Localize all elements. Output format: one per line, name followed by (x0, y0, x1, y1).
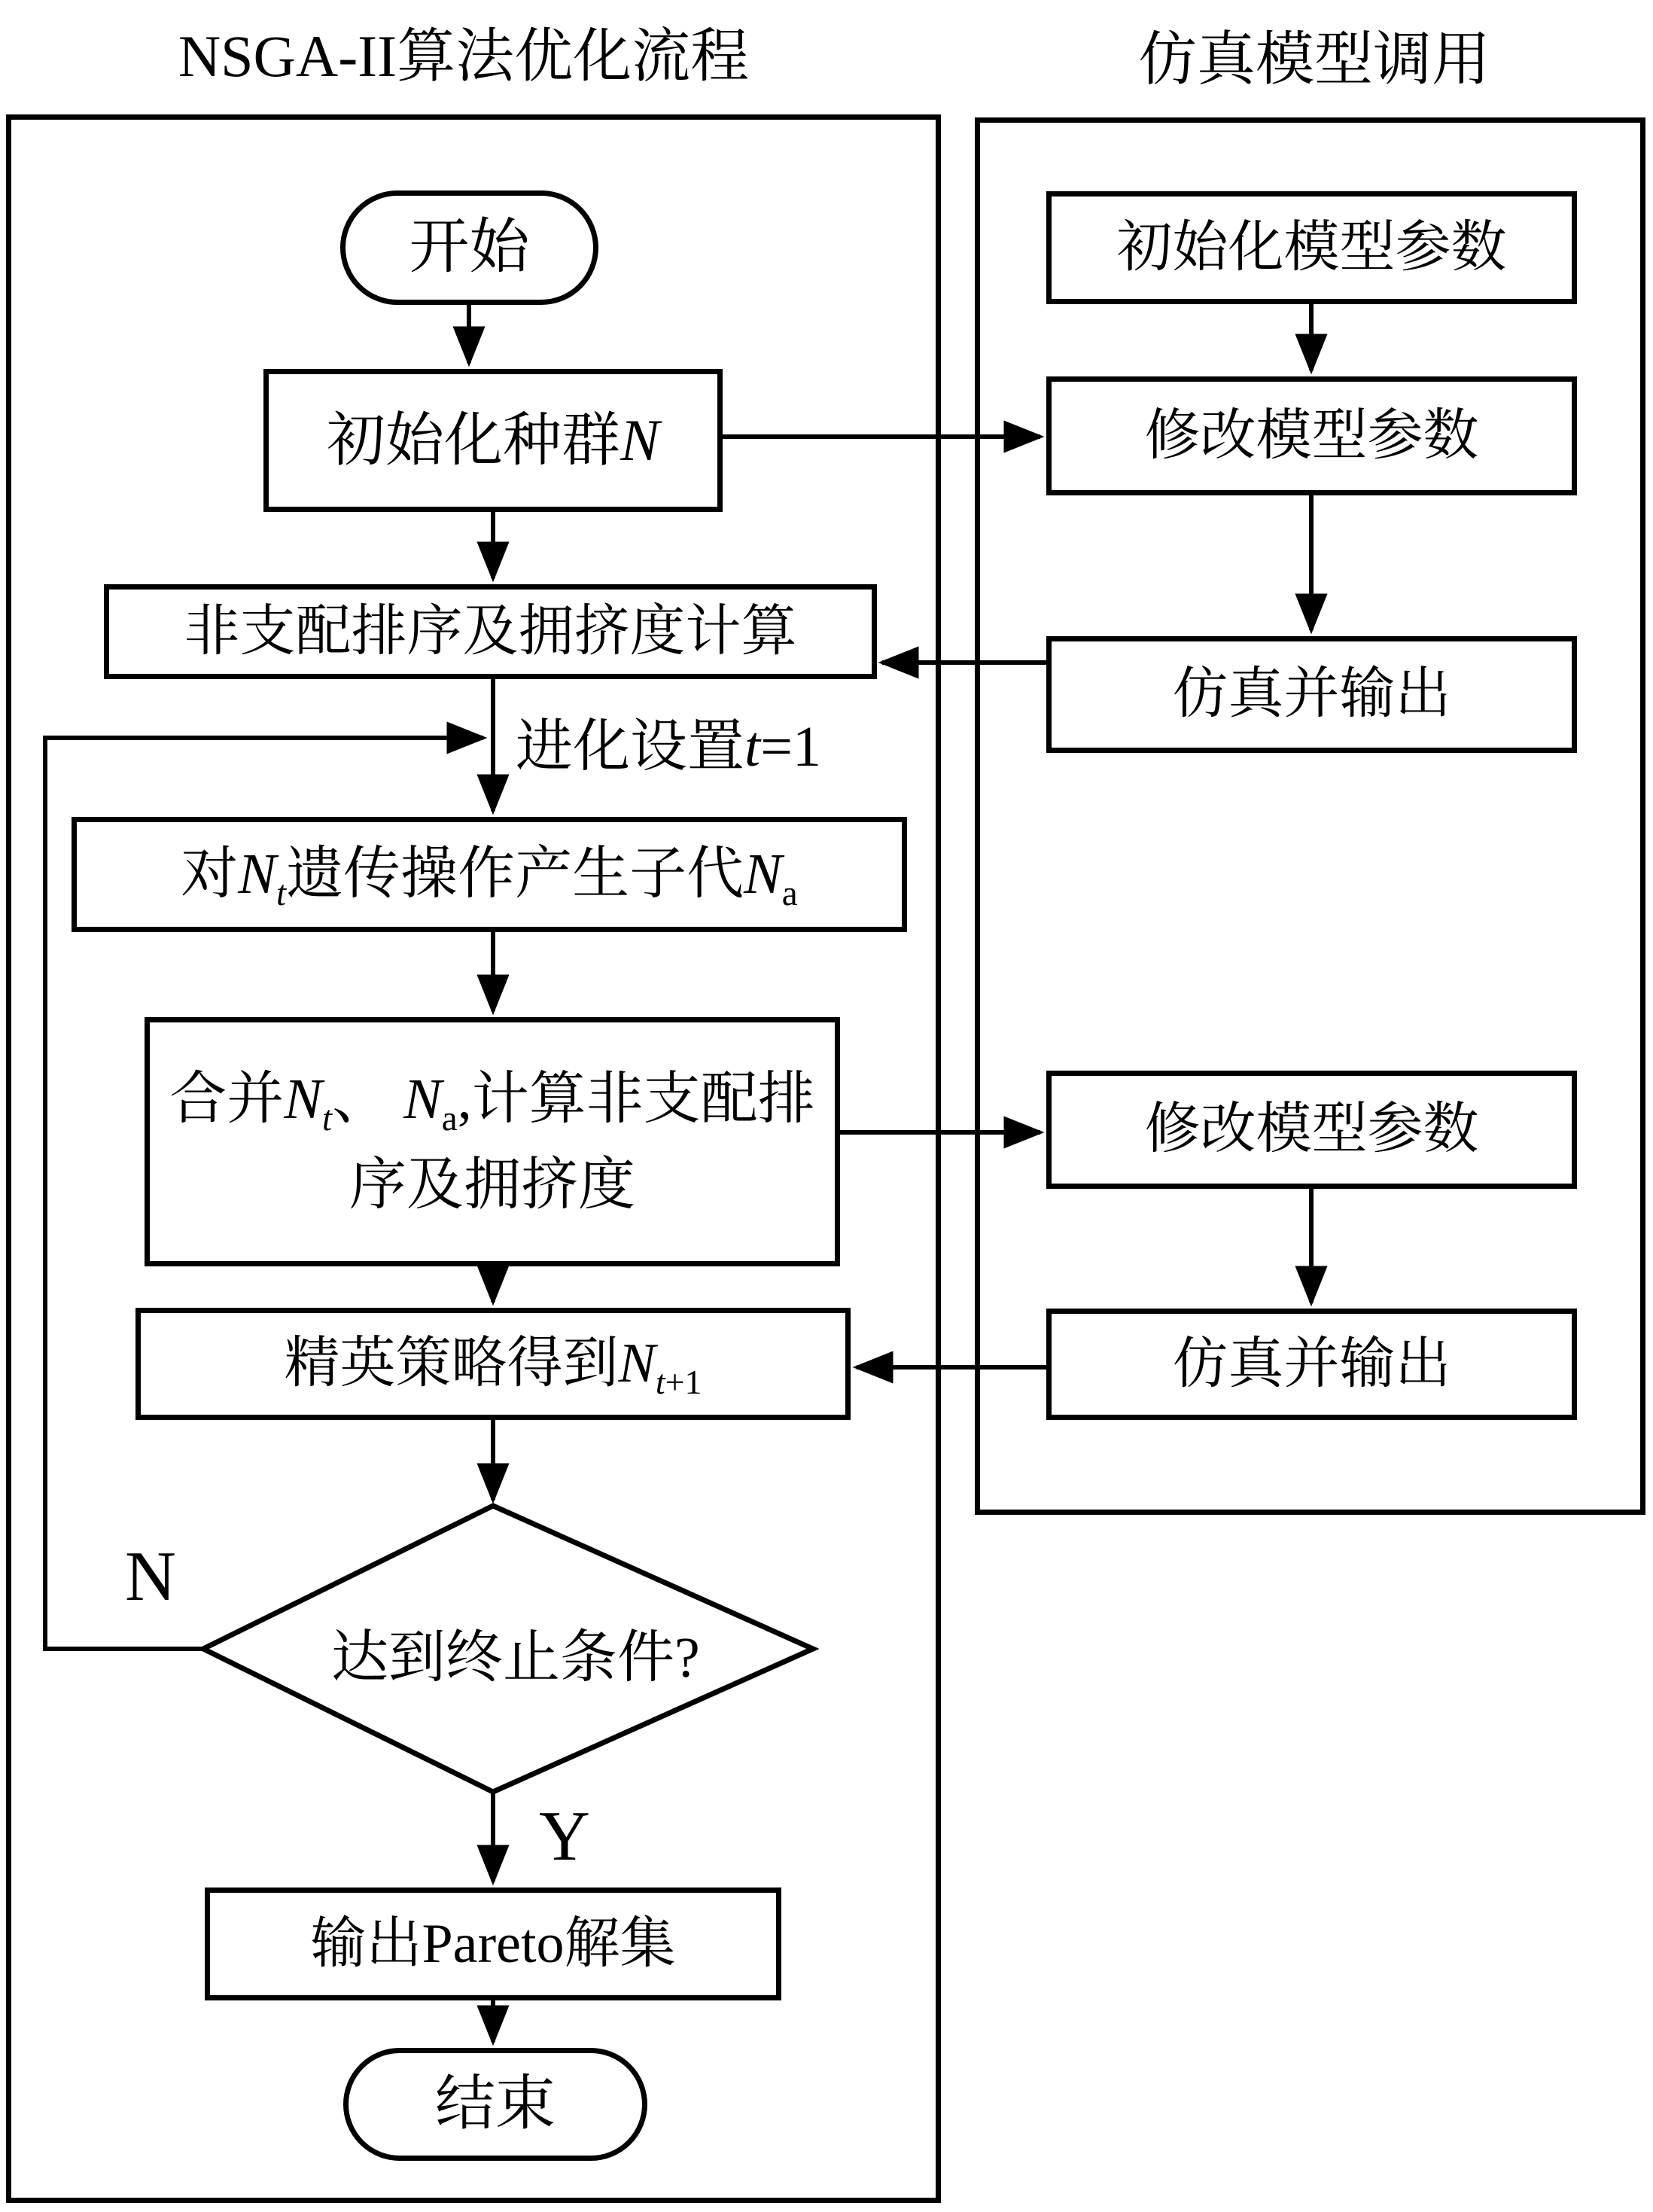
simulate-output-label-2: 仿真并输出 (1172, 1333, 1451, 1395)
branch-yes-label: Y (539, 1797, 590, 1875)
start-node (340, 190, 598, 305)
left-column-title: NSGA-II算法优化流程 (178, 23, 750, 89)
nondominated-sort-node (104, 584, 877, 679)
nondominated-sort-label: 非支配排序及拥挤度计算 (184, 600, 797, 663)
init-population-node (263, 369, 723, 512)
modify-model-params-label-1: 修改模型参数 (1144, 404, 1479, 467)
end-label: 结束 (435, 2071, 556, 2137)
decision-label: 达到终止条件? (331, 1626, 700, 1689)
start-label: 开始 (409, 215, 530, 281)
simulate-output-label-1: 仿真并输出 (1172, 663, 1451, 726)
modify-model-params-node-2 (1046, 1071, 1577, 1189)
output-pareto-label: 输出Pareto解集 (310, 1912, 676, 1975)
simulation-panel (975, 117, 1645, 1515)
genetic-operation-label: 对$N_t$遗传操作产生子代$N_a$ (181, 842, 798, 914)
init-population-label: 初始化种群N (326, 407, 660, 474)
modify-model-params-node-1 (1046, 376, 1577, 495)
simulate-output-node-1 (1046, 636, 1577, 753)
genetic-operation-node (72, 817, 907, 932)
elite-strategy-node (135, 1308, 851, 1420)
output-pareto-node (205, 1888, 781, 2000)
simulate-output-node-2 (1046, 1309, 1577, 1420)
evolution-setting-label: 进化设置t=1 (516, 715, 821, 778)
merge-label: 合并$N_t$、 $N_a$,计算非支配排 序及拥挤度 (169, 1067, 815, 1217)
merge-node (145, 1017, 840, 1266)
init-model-params-label: 初始化模型参数 (1116, 216, 1507, 279)
elite-strategy-label: 精英策略得到$N_{t+1}$ (284, 1333, 702, 1402)
modify-model-params-label-2: 修改模型参数 (1144, 1098, 1479, 1161)
branch-no-label: N (125, 1537, 176, 1616)
right-column-title: 仿真模型调用 (1137, 26, 1490, 92)
end-node (343, 2048, 647, 2161)
init-model-params-node (1046, 191, 1577, 304)
